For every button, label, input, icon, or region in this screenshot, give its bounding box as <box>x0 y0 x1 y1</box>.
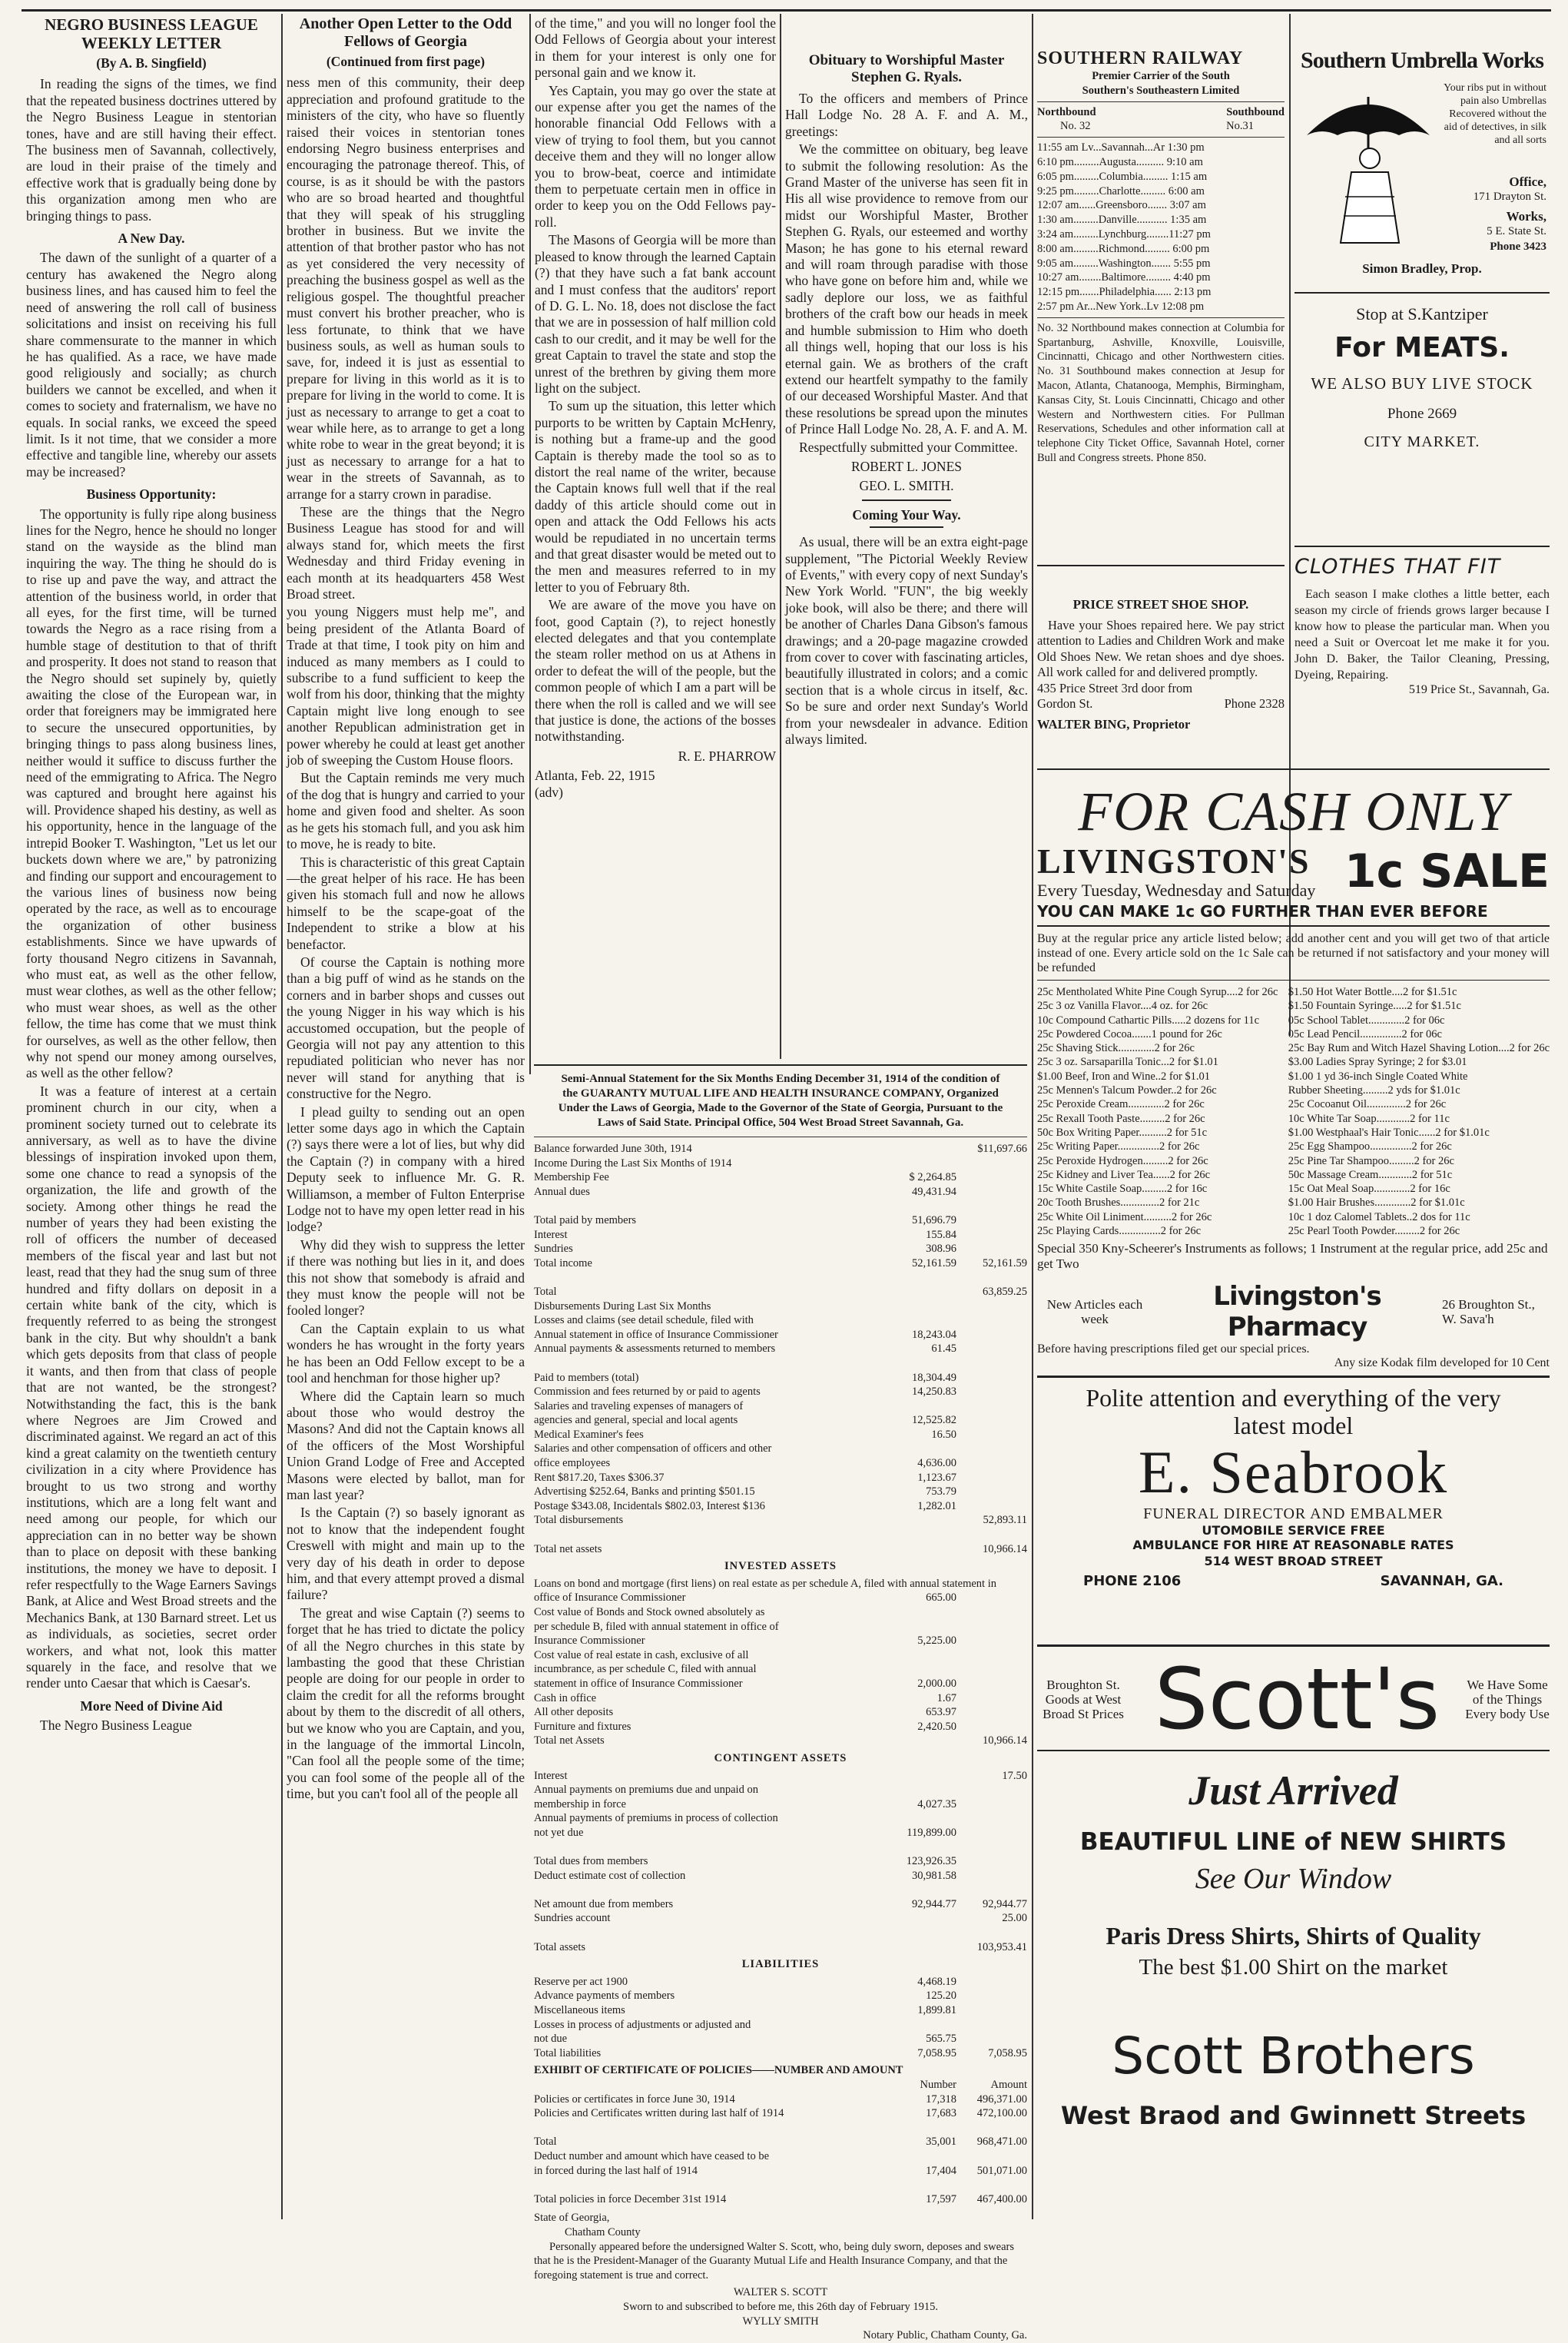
statement-invested <box>534 1577 1027 1748</box>
paragraph: We the committee on obituary, beg leave to submit the following resolution: As the Grand Master of the universe has seen fit in His all wise providence to remove from our midst our Worshipful Master, Brother Stephen G. Ryals, our esteemed and worthy Mason; he has gone to his eternal reward and will roam through paradise with those who have gone on before him and, while we sadly deplore our loss, we as faithful brothers of the craft bow our heads in meek and humble submission to Him who doeth all things well, hoping that our loss is his eternal gain. We as brothers of the craft extend our heartfelt sympathy to the family of our deceased Worshipful Master. And that these resolutions be spread upon the minutes of Prince Hall Lodge No. 28, A. F. and A. M. <box>785 141 1028 437</box>
timetable-row: 11:55 am Lv...Savannah...Ar 1:30 pm <box>1037 141 1205 154</box>
sale-item: 15c White Castile Soap.........2 for 16c <box>1037 1183 1208 1196</box>
sale-item: $1.00 1 yd 36-inch Single Coated White <box>1288 1070 1468 1083</box>
timetable-row: 2:57 pm Ar...New York..Lv 12:08 pm <box>1037 300 1205 313</box>
paragraph: These are the things that the Negro Business League has stood for and will always stand for, which meets the first Wednesday and third Friday evening in each month at its headquarters 458 West Broad street. <box>287 503 525 602</box>
statement-row: Membership Fee $ 2,264.85 <box>534 1171 956 1184</box>
sale-item: $1.00 Beef, Iron and Wine..2 for $1.01 <box>1037 1070 1211 1083</box>
statement-row: Total income 52,161.59 52,161.59 <box>534 1256 1027 1269</box>
statement-row: Disbursements During Last Six Months <box>534 1299 711 1313</box>
scott-brothers-ad: Broughton St. Goods at West Broad St Prices Scott's We Have Some of the Things Every body Use Just Arrived BEAUTIFUL LINE of NEW SHIRTS See Our Window Paris Dress Shirts, Shirts of Quality The best $1.00 Shirt on the market Scott Brothers West Braod and Gwinnett Streets <box>1037 1644 1550 2219</box>
sale-item: 25c Bay Rum and Witch Hazel Shaving Lotion....2 for 26c <box>1288 1042 1550 1055</box>
shoe-title: PRICE STREET SHOE SHOP. <box>1072 597 1249 612</box>
statement-exhibit <box>534 2092 1027 2207</box>
state-line: State of Georgia, <box>534 2212 610 2225</box>
statement-contingent <box>534 1769 1027 1955</box>
statement-row: Interest 17.50 <box>534 1769 1027 1782</box>
sale-item: 05c Lead Pencil...............2 for 06c <box>1288 1027 1442 1040</box>
statement-row: Total disbursements 52,893.11 <box>534 1514 1027 1527</box>
paragraph: I plead guilty to sending out an open letter some days ago in which the Captain (?) says there were a lot of lies, but why did the Captain (?) in company with a hired Deputy seek to influence Mr. G. R. Williamson, a member of Fulton Enterprise Lodge not to have my open letter read in his lodge? <box>287 1103 525 1235</box>
obituary-column <box>785 52 1028 1044</box>
sale-item: 25c 3 oz Vanilla Flavor....4 oz. for 26c <box>1037 1000 1208 1013</box>
section-heading: INVESTED ASSETS <box>724 1560 837 1573</box>
paragraph: We are aware of the move you have on foot, good Captain (?), to reject honestly elected delegates and that you contemplate the steam roller method on us at Athens in order to defeat the will of the people, but the common people of which I am a part will be there when the roll is called and we will see that justice is done, the actions of the bosses notwithstanding. <box>535 597 776 745</box>
umbrella-title: Southern Umbrella Works <box>1301 48 1543 73</box>
funeral-ad: Polite attention and everything of the very latest model E. Seabrook FUNERAL DIRECTOR AND EMBALMER UTOMOBILE SERVICE FREE AMBULANCE FOR HIRE AT REASONABLE RATES 514 WEST BROAD STREET PHONE 2106 SAVANNAH, GA. <box>1037 1376 1550 1639</box>
statement-row: Advertising $252.64, Banks and printing $501.15 753.79 <box>534 1485 956 1498</box>
paragraph: It was a feature of interest at a certain prominent church in our city, when a prominent society turned out to celebrate its anniversary, as well as to have the divine blessings of inspiration invoked upon them, some one chance to read a synopsis of the organization, the life and growth of the society. Among other things he read the number of years they had been existing the roll of officers the number of deceased members of the fiscal year and last but not least, read that they had the snug sum of three hundred and fifty dollars on deposit in a certain white bank of the city, which is frequently referred to as being the strongest bank in the city. But why shouldn't a bank which gets deposits from that class of people it wants, and then from that class of people that are not wanted, be the strongest? Notwithstanding the fact, this is the bank where Negroes are Jim Crowed and discriminated against. We regard an act of this kind a great calamity on the twentieth century civilization in a city where Providence has brought to us two strong and worthy institutions, which are a long felt want and need among our people, for which our appreciation can in no better way be shown than to place on deposit with these banking institutions, the money we have to deposit. I refer respectfully to the Wage Earners Savings Bank, at Alice and West Broad streets and the Mechanics Bank, at 130 Barnard street. Let us as individuals, as societies, secret order workers, and what not, look this matter squarely in the face, and resolve that we render unto Caesar that which is Caesar's. <box>26 1083 277 1691</box>
statement-row <box>534 1883 1027 1897</box>
statement-row: Paid to members (total) 18,304.49 <box>534 1371 956 1384</box>
county-line: Chatham County <box>565 2225 641 2238</box>
open-letter-column <box>287 15 525 2217</box>
statement-row: All other deposits 653.97 <box>534 1706 956 1719</box>
sale-item: $3.00 Ladies Spray Syringe; 2 for $3.01 <box>1288 1056 1467 1069</box>
umbrella-figure-icon <box>1299 81 1437 251</box>
statement-row: not due 565.75 <box>534 2033 956 2046</box>
statement-row: Total 35,001 968,471.00 <box>534 2136 1027 2149</box>
statement-row <box>534 2121 1027 2136</box>
section-heading: Business Opportunity: <box>86 486 217 503</box>
adv-note: (adv) <box>535 784 563 800</box>
sale-item: $1.00 Hair Brushes.............2 for $1.01c <box>1288 1196 1465 1210</box>
sale-item: 25c Kidney and Liver Tea......2 for 26c <box>1037 1168 1211 1181</box>
sale-item: 25c Shaving Stick.............2 for 26c <box>1037 1042 1195 1055</box>
column-rule <box>281 14 283 2219</box>
article-title: Obituary to Worshipful Master Stephen G. Ryals. <box>808 52 1005 85</box>
statement-row <box>534 1199 1027 1213</box>
sale-item: 15c Oat Meal Soap.............2 for 16c <box>1288 1183 1450 1196</box>
statement-row: Annual payments & assessments returned to members 61.45 <box>534 1342 956 1356</box>
paragraph: To the officers and members of Prince Hall Lodge No. 28 A. F. and A. M., greetings: <box>785 91 1028 139</box>
paragraph: As usual, there will be an extra eight-page supplement, "The Pictorial Weekly Review of Events," with every copy of next Sunday's New York World. "FUN", the big weekly joke book, will also be there; and there will be another of Charles Dana Gibson's famous drawings; and a 20-page magazine crowded from cover to cover with fascinating articles, beautifully illustrated in colors; and a comic section that is a whole circus in itself, &c. So be sure and order next Sunday's World from your newsdealer in advance. Edition always limited. <box>785 534 1028 748</box>
statement-row: Annual dues 49,431.94 <box>534 1185 956 1198</box>
column-rule <box>529 14 531 1074</box>
statement-row: Total assets 103,953.41 <box>534 1940 1027 1953</box>
statement-liabilities <box>534 1975 1027 2061</box>
sale-item: 25c Rexall Tooth Paste.........2 for 26c <box>1037 1112 1205 1125</box>
sale-item: Rubber Sheeting.........2 yds for $1.01c <box>1288 1084 1460 1097</box>
timetable-row: 6:05 pm.........Columbia......... 1:15 am <box>1037 170 1208 183</box>
sale-item: 25c Writing Paper...............2 for 26c <box>1037 1140 1200 1153</box>
statement-row: office of Insurance Commissioner 665.00 <box>534 1591 956 1605</box>
statement-row: statement in office of Insurance Commissioner 2,000.00 <box>534 1677 956 1690</box>
statement-row: incumbrance, as per schedule C, filed with annual <box>534 1663 757 1676</box>
paragraph: Can the Captain explain to us what wonders he has wrought in the forty years he has been an Odd Fellow except to be a tool and henchman for those higher up? <box>287 1320 525 1386</box>
paragraph: of the time," and you will no longer fool the Odd Fellows of Georgia about your interest in them for your interest is only one for personal gain and we know it. <box>535 15 776 81</box>
statement-income <box>534 1142 1027 1556</box>
sale-item: 25c Playing Cards...............2 for 26c <box>1037 1225 1202 1238</box>
statement-row <box>534 1926 1027 1940</box>
sale-item: 10c 1 doz Calomel Tablets..2 dos for 11c <box>1288 1210 1470 1223</box>
article-title: Another Open Letter to the Odd Fellows of Georgia <box>299 15 512 50</box>
statement-row: Salaries and other compensation of officers and other <box>534 1442 772 1455</box>
byline: (By A. B. Singfield) <box>96 55 207 71</box>
statement-row: Postage $343.08, Incidentals $802.03, Interest $136 1,282.01 <box>534 1499 956 1512</box>
timetable-row: 12:07 am......Greensboro....... 3:07 am <box>1037 199 1206 212</box>
sale-item: 10c Compound Cathartic Pills.....2 dozens for 11c <box>1037 1014 1260 1027</box>
sale-item: $1.00 Westphaal's Hair Tonic......2 for $1.01c <box>1288 1126 1490 1139</box>
statement-row: Total 63,859.25 <box>534 1285 1027 1298</box>
statement-row: Total net assets 10,966.14 <box>534 1542 1027 1555</box>
sale-item: 25c Peroxide Hydrogen.........2 for 26c <box>1037 1154 1208 1167</box>
statement-row: Medical Examiner's fees 16.50 <box>534 1428 956 1441</box>
statement-row: Sundries account 25.00 <box>534 1912 1027 1925</box>
sale-item: $1.50 Fountain Syringe.....2 for $1.51c <box>1288 1000 1461 1013</box>
sale-item: 25c Pine Tar Shampoo.........2 for 26c <box>1288 1154 1454 1167</box>
paragraph: The great and wise Captain (?) seems to forget that he has tried to dictate the policy of all the Negro churches in this state by lambasting the good that these Christian people are doing for our people in order to claim the credit for all the reforms brought about by them to the discredit of all others, but we know who you are Captain, and you, in the language of the immortal Lincoln, "Can fool all the people some of the time; you can fool some of the people all of the time, but you can't fool all of the people all <box>287 1605 525 1802</box>
timetable-row: 3:24 am.........Lynchburg........11:27 pm <box>1037 227 1211 241</box>
paragraph: you young Niggers must help me", and being president of the Atlanta Board of Trade at that time, I took pity on him and induced as many members as I could to subscribe to a fund sufficient to keep the wolf from his door, thinking that the mighty Captain might live long enough to see another Republican administration get in power whereby he could at least get another job of sweeping the Custom House floors. <box>287 604 525 768</box>
affidavit: Personally appeared before the undersigned Walter S. Scott, who, being duly sworn, deposes and swears that he is the President-Manager of the Guaranty Mutual Life and Health Insurance Company, and that the foregoing statement is true and correct. <box>534 2240 1014 2282</box>
paragraph: This is characteristic of this great Captain—the great helper of his race. He has been given his stomach full and now he allows himself to be the scape-goat of the Independent to strike a blow at his benefactor. <box>287 854 525 952</box>
sale-item: 25c Egg Shampoo...............2 for 26c <box>1288 1140 1452 1153</box>
statement-row: Interest 155.84 <box>534 1228 956 1241</box>
statement-row: Cost value of Bonds and Stock owned absolutely as <box>534 1606 765 1618</box>
paragraph: The dawn of the sunlight of a quarter of a century has awakened the Negro along business lines, and has caused him to feel the need of answering the roll call of business solicitations and insist on receiving his full share commensurate to the manner in which he has qualified. As a race, we have made good religiously and socially; as church builders we cannot be excelled, and when it comes to society and fraternalism, we have no equals. In social ranks, we exceed the speed limit. Is it not time, that we consider a more effective and tangible line, whereby our assets may be increased? <box>26 250 277 480</box>
sale-item: $1.50 Hot Water Bottle....2 for $1.51c <box>1288 986 1457 998</box>
signature: GEO. L. SMITH. <box>859 478 954 494</box>
statement-row: Policies and Certificates written during last half of 1914 17,683 472,100.00 <box>534 2107 1027 2120</box>
statement-row: Annual payments on premiums due and unpaid on <box>534 1784 758 1797</box>
statement-row: per schedule B, filed with annual statement in office of <box>534 1620 779 1633</box>
umbrella-ad: Southern Umbrella Works Your ribs put in without pain also Umbrellas Recovered without the aid of detectives, in silk and all sorts Office, 171 Drayton St. Works, 5 E. State St. Phone 3423 Simon Bradley, Prop. <box>1295 48 1550 282</box>
section-heading: More Need of Divine Aid <box>80 1698 223 1714</box>
timetable-row: 12:15 pm.......Philadelphia...... 2:13 pm <box>1037 286 1212 299</box>
paragraph: ness men of this community, their deep appreciation and profound gratitude to the ministers of the city, who have so fluently raised their voices in stentorian tones endorsing Negro business enterprises and encouraging the patronage thereof. This, of course, is as it should be with the pastors who are so broad hearted and thoughtful that they will speak of his struggling brother in business. But we invite the attention of that brother pastor who has not as yet considered the very necessity of preaching the business gospel as well as the religious gospel. The thoughtful preacher must convert his brother preacher, who is less fortunate, to think that we have business souls, as well as human souls to save, for, indeed it is just as essential to prepare for living in this world as it is to prepare for living in the world to come. It is just as necessary to arrange to get a coat to wear while here, as to arrange to get a long white robe to wear in the great beyond; it is just as necessary to arrange for a hat to wear in the streets of Savannah, as to arrange for a starry crown in paradise. <box>287 75 525 502</box>
column-rule <box>1032 14 1033 2219</box>
section-heading: LIABILITIES <box>741 1958 820 1971</box>
open-letter-continued <box>535 15 776 1041</box>
statement-row: Total paid by members 51,696.79 <box>534 1213 956 1226</box>
sale-item: 25c 3 oz. Sarsaparilla Tonic...2 for $1.01 <box>1037 1056 1218 1069</box>
statement-row: Commission and fees returned by or paid to agents 14,250.83 <box>534 1386 956 1399</box>
insurance-statement: Semi-Annual Statement for the Six Months Ending December 31, 1914 of the condition of the GUARANTY MUTUAL LIFE AND HEALTH INSURANCE COMPANY, Organized Under the Laws of Georgia, Made to the Governor of the State of Georgia, Pursuant to the Laws of Said State. Principal Office, 504 West Broad Street Savannah, Ga. Balance forwarded June 30th, 1914 $11,697.66 Income During the Last Six Months of 1914 Membership Fee $ 2,264.85 Annual dues 49,431.94 Total paid by members 51,696.79 Interest 155.84 Sundries 308.96 Total income 52,161.59 52,161.59 Total 63,859.25 Disbursements During Last Six Months Losses and claims (see detail schedule, filed with Annual statement in office of Insurance Commissioner 18,243.04 Annual payments & assessments returned to members 61.45 Paid to members (total) 18,304.49 Commission and fees returned by or paid to agents 14,250.83 Salaries and traveling expenses of managers of agencies and general, special and local agents 12,525.82 Medical Examiner's fees 16.50 Salaries and other compensation of officers and other office employees 4,636.00 Rent $817.20, Taxes $306.37 1,123.67 Advertising $252.64, Banks and printing $501.15 753.79 Postage $343.08, Incidentals $802.03, Interest $136 1,282.01 Total disbursements 52,893.11 Total net assets 10,966.14 INVESTED ASSETS Loans on bond and mortgage (first liens) on real estate as per schedule A, filed with annual statement in office of Insurance Commissioner 665.00 Cost value of Bonds and Stock owned absolutely as per schedule B, filed with annual statement in office of Insurance Commissioner 5,225.00 Cost value of real estate in cash, exclusive of all incumbrance, as per schedule C, filed with annual statement in office of Insurance Commissioner 2,000.00 Cash in office 1.67 All other deposits 653.97 Furniture and fixtures 2,420.50 Total net Assets 10,966.14 CONTINGENT ASSETS Interest 17.50 Annual payments on premiums due and unpaid on membership in force 4,027.35 Annual payments of premiums in process of collection not yet due 119,899.00 Total dues from members 123,926.35 Deduct estimate cost of collection 30,981.58 Net amount due from members 92,944.77 92,944.77 Sundries account 25.00 Total assets 103,953.41 LIABILITIES Reserve per act 1900 4,468.19 Advance payments of members 125.20 Miscellaneous items 1,899.81 Losses in process of adjustments or adjusted and not due 565.75 Total liabilities 7,058.95 7,058.95 EXHIBIT OF CERTIFICATE OF POLICIES——NUMBER AND AMOUNT Number Amount Policies or certificates in force June 30, 1914 17,318 496,371.00 Policies and Certificates written during last half of 1914 17,683 472,100.00 Total 35,001 968,471.00 Deduct number and amount which have ceased to be in forced during the last half of 1914 17,404 501,071.00 Total policies in force December 31st 1914 17,597 467,400.00 State of Georgia, Chatham County Personally appeared before the undersigned Walter S. Scott, who, being duly sworn, deposes and swears that he is the President-Manager of the Guaranty Mutual Life and Health Insurance Company, and that the foregoing statement is true and correct. WALTER S. SCOTT Sworn to and subscribed to before me, this 26th day of February 1915. WYLLY SMITH Notary Public, Chatham County, Ga. <box>534 1064 1027 2225</box>
paragraph: Is the Captain (?) so basely ignorant as not to know that the independent fought Creswell with might and main up to the very day of his death in order to depose him, and that every attempt proved a dismal failure? <box>287 1505 525 1603</box>
statement-row: Miscellaneous items 1,899.81 <box>534 2004 956 2017</box>
livingston-ad: FOR CASH ONLY LIVINGSTON'S Every Tuesday, Wednesday and Saturday 1c SALE YOU CAN MAKE 1c GO FURTHER THAN EVER BEFORE Buy at the regular price any article listed below; add another cent and you will get two of that article instead of one. Every article sold on the 1c Sale can be returned if not satisfactory and your money will be refunded 25c Mentholated White Pine Cough Syrup....2 for 26c $1.50 Hot Water Bottle....2 for $1.51c 25c 3 oz Vanilla Flavor....4 oz. for 26c $1.50 Fountain Syringe.....2 for $1.51c 10c Compound Cathartic Pills.....2 dozens for 11c 05c School Tablet.............2 for 06c 25c Powdered Cocoa.......1 pound for 26c 05c Lead Pencil...............2 for 06c 25c Shaving Stick.............2 for 26c 25c Bay Rum and Witch Hazel Shaving Lotion....2 for 26c 25c 3 oz. Sarsaparilla Tonic...2 for $1.01 $3.00 Ladies Spray Syringe; 2 for $3.01 $1.00 Beef, Iron and Wine..2 for $1.01 $1.00 1 yd 36-inch Single Coated White 25c Mennen's Talcum Powder..2 for 26c Rubber Sheeting.........2 yds for $1.01c 25c Peroxide Cream.............2 for 26c 25c Cocoanut Oil..............2 for 26c 25c Rexall Tooth Paste.........2 for 26c 10c White Tar Soap............2 for 11c 50c Box Writing Paper..........2 for 51c $1.00 Westphaal's Hair Tonic......2 for $1.01c 25c Writing Paper...............2 for 26c 25c Egg Shampoo...............2 for 26c 25c Peroxide Hydrogen.........2 for 26c 25c Pine Tar Shampoo.........2 for 26c 25c Kidney and Liver Tea......2 for 26c 50c Massage Cream............2 for 51c 15c White Castile Soap.........2 for 16c 15c Oat Meal Soap.............2 for 16c 20c Tooth Brushes..............2 for 21c $1.00 Hair Brushes.............2 for $1.01c 25c White Oil Liniment..........2 for 26c 10c 1 doz Calomel Tablets..2 dos for 11c 25c Playing Cards...............2 for 26c 25c Pearl Tooth Powder.........2 for 26c Special 350 Kny-Scheerer's Instruments as follows; 1 Instrument at the regular price, add 25c and get Two New Articles each week Livingston's Pharmacy 26 Broughton St., W. Sava'h Before having prescriptions filed get our special prices. Any size Kodak film developed for 10 Cent <box>1037 768 1550 1369</box>
sale-items <box>1037 985 1550 1238</box>
statement-row: Total liabilities 7,058.95 7,058.95 <box>534 2046 1027 2059</box>
statement-row: Balance forwarded June 30th, 1914 $11,697.66 <box>534 1143 1027 1155</box>
statement-row: Cash in office 1.67 <box>534 1691 956 1704</box>
sale-item: 50c Box Writing Paper..........2 for 51c <box>1037 1126 1208 1139</box>
statement-row: Total dues from members 123,926.35 <box>534 1855 956 1868</box>
section-heading: Coming Your Way. <box>852 506 961 523</box>
section-heading: EXHIBIT OF CERTIFICATE OF POLICIES——NUMBER AND AMOUNT <box>534 2064 903 2077</box>
statement-row: Salaries and traveling expenses of managers of <box>534 1399 744 1412</box>
paragraph: Respectfully submitted your Committee. <box>799 439 1018 455</box>
statement-row: Loans on bond and mortgage (first liens) on real estate as per schedule A, filed with annual statement in <box>534 1577 996 1590</box>
shoe-shop-ad: PRICE STREET SHOE SHOP. Have your Shoes repaired here. We pay strict attention to Ladies and Children Work and make Old Shoes New. We retan shoes and dye shoes. All work called for and delivered promptly. 435 Price Street 3rd door from Gordon St. Phone 2328 WALTER BING, Proprietor <box>1037 565 1285 797</box>
statement-row <box>534 2178 1027 2192</box>
tailor-ad: CLOTHES THAT FIT Each season I make clothes a little better, each season my circle of friends grows larger because I know how to please the particular man. When you need a Suit or Overcoat let me make it for you. John D. Baker, the Tailor Cleaning, Pressing, Dyeing, Repairing. 519 Price St., Savannah, Ga. <box>1295 546 1550 762</box>
statement-row: Advance payments of members 125.20 <box>534 1990 956 2003</box>
statement-row <box>534 1270 1027 1285</box>
signature: WALTER S. SCOTT <box>733 2286 828 2299</box>
statement-row: Policies or certificates in force June 30, 1914 17,318 496,371.00 <box>534 2092 1027 2106</box>
statement-row: Net amount due from members 92,944.77 92,944.77 <box>534 1897 1027 1910</box>
timetable-row: 8:00 am.........Richmond......... 6:00 pm <box>1037 242 1210 255</box>
statement-row: membership in force 4,027.35 <box>534 1797 956 1810</box>
timetable-row: 9:25 pm.........Charlotte......... 6:00 am <box>1037 184 1205 197</box>
notary-title: Notary Public, Chatham County, Ga. <box>863 2329 1027 2342</box>
sale-item: 25c Powdered Cocoa.......1 pound for 26c <box>1037 1027 1222 1040</box>
sale-item: 25c White Oil Liniment..........2 for 26c <box>1037 1210 1212 1223</box>
timetable-row: 1:30 am.........Danville........... 1:35 am <box>1037 214 1207 227</box>
statement-row: Rent $817.20, Taxes $306.37 1,123.67 <box>534 1471 956 1484</box>
paragraph: Of course the Captain is nothing more than a big puff of wind as he stands on the corners and in barber shops and cusses out the young Nigger in his way which is his accustomed occupation, but the people of Georgia will not pay any attention to this repudiated politician who never has nor never will stand for anything that is constructive for the Negro. <box>287 954 525 1102</box>
statement-row: Cost value of real estate in cash, exclusive of all <box>534 1648 749 1661</box>
statement-row <box>534 1840 1027 1855</box>
section-heading: A New Day. <box>118 231 185 247</box>
statement-row: Insurance Commissioner 5,225.00 <box>534 1634 956 1648</box>
statement-row <box>534 1528 1027 1542</box>
paragraph: But the Captain reminds me very much of the dog that is hungry and carried to your home and given food and shelter. As soon as he gets his stomach full, and you ask him to move, he is ready to bite. <box>287 770 525 852</box>
paragraph: The Masons of Georgia will be more than pleased to know through the learned Captain (?) that they have such a fat bank account and I must confess that the auditors' report of D. G. L. No. 18, does not disclose the fact that we are in possession of half million cold cash to our credit, and it may be well for the great Captain to travel the state and stop the unrest of the brethren by giving them more light on the subject. <box>535 232 776 396</box>
timetable-row: 6:10 pm.........Augusta.......... 9:10 am <box>1037 155 1203 168</box>
notary-name: WYLLY SMITH <box>742 2315 819 2328</box>
statement-row: Sundries 308.96 <box>534 1243 956 1256</box>
sale-item: 25c Mentholated White Pine Cough Syrup....2 for 26c <box>1037 986 1278 998</box>
continued-note: (Continued from first page) <box>326 54 486 69</box>
statement-title: Semi-Annual Statement for the Six Months Ending December 31, 1914 of the condition of the GUARANTY MUTUAL LIFE AND HEALTH INSURANCE COMPANY, Organized Under the Laws of Georgia, Made to the Governor of the State of Georgia, Pursuant to the Laws of Said State. Principal Office, 504 West Broad Street Savannah, Ga. <box>558 1073 1003 1129</box>
top-rule <box>22 9 1551 12</box>
statement-row: Annual payments of premiums in process of collection <box>534 1812 778 1825</box>
railway-ad: SOUTHERN RAILWAY Premier Carrier of the South Southern's Southeastern Limited Northbound Southbound No. 32 No.31 11:55 am Lv...Savannah...Ar 1:30 pm 6:10 pm.........Augusta.......... 9:10 am 6:05 pm.........Columbia......... 1:15 am 9:25 pm.........Charlotte......... 6:00 am 12:07 am......Greensboro....... 3:07 am 1:30 am.........Danville........... 1:35 am 3:24 am.........Lynchburg........11:27 pm 8:00 am.........Richmond......... 6:00 pm 9:05 am.........Washington....... 5:55 pm 10:27 am........Baltimore......... 4:40 pm 12:15 pm.......Philadelphia...... 2:13 pm 2:57 pm Ar...New York..Lv 12:08 pm No. 32 Northbound makes connection at Columbia for Spartanburg, Ashville, Knoxville, Louisville, Cincinnatti, Chicago and other Northwestern cities. No. 31 Southbound makes connection at Jesup for Macon, Atlanta, Chatanooga, Memphis, Birmingham, Kansas City, St. Louis Cincinnatti, Chicago and other Western and Northwestern cities. For Pullman Reservations, Schedules and other information call at telephone City Ticket Office, Savannah Hotel, corner Bull and Congress streets. Phone 850. <box>1037 48 1285 464</box>
railway-title: SOUTHERN RAILWAY <box>1037 48 1244 68</box>
timetable-row: 9:05 am.........Washington....... 5:55 pm <box>1037 257 1211 270</box>
paragraph: The Negro Business League <box>40 1717 192 1734</box>
signature: R. E. PHARROW <box>678 748 776 764</box>
paragraph: Yes Captain, you may go over the state at our expense after you get the names of the honorable financial Odd Fellows with a view of trying to fool them, but you cannot deceive them and they will no longer allow you to brow-beat, coerce and intimidate them to perpetuate certain men in office in order to keep you on the Odd Fellows pay-roll. <box>535 82 776 230</box>
statement-row: Income During the Last Six Months of 1914 <box>534 1157 732 1170</box>
sale-item: 25c Cocoanut Oil..............2 for 26c <box>1288 1098 1447 1111</box>
statement-row: Losses and claims (see detail schedule, filed with <box>534 1314 754 1327</box>
dateline: Atlanta, Feb. 22, 1915 <box>535 768 655 784</box>
meat-market-ad: Stop at S.Kantziper For MEATS. WE ALSO BUY LIVE STOCK Phone 2669 CITY MARKET. <box>1295 292 1550 539</box>
statement-row: not yet due 119,899.00 <box>534 1826 956 1839</box>
timetable <box>1037 141 1285 314</box>
paragraph: Where did the Captain learn so much about those who would destroy the Masons? And did not the Captain knows all of the officers of the Most Worshipful Union Grand Lodge of Free and Accepted Masons were elected by ballot, man for man last year? <box>287 1388 525 1502</box>
sale-item: 25c Peroxide Cream.............2 for 26c <box>1037 1098 1205 1111</box>
business-league-column <box>26 15 277 2217</box>
section-heading: CONTINGENT ASSETS <box>714 1751 847 1764</box>
paragraph: Why did they wish to suppress the letter if there was nothing but lies in it, and does this not show that somebody is afraid and they must know the people will not be fooled longer? <box>287 1236 525 1319</box>
statement-row: Reserve per act 1900 4,468.19 <box>534 1975 956 1988</box>
statement-row <box>534 1356 1027 1371</box>
signature: ROBERT L. JONES <box>851 458 962 474</box>
sale-item: 05c School Tablet.............2 for 06c <box>1288 1014 1445 1027</box>
sworn-line: Sworn to and subscribed to before me, this 26th day of February 1915. <box>623 2300 938 2313</box>
statement-row: agencies and general, special and local agents 12,525.82 <box>534 1414 956 1427</box>
railway-notes: No. 32 Northbound makes connection at Columbia for Spartanburg, Ashville, Knoxville, Louisville, Cincinnatti, Chicago and other Northwestern cities. No. 31 Southbound makes connection at Jesup for Macon, Atlanta, Chatanooga, Memphis, Birmingham, Kansas City, St. Louis Cincinnatti, Chicago and other Western and Northwestern cities. For Pullman Reservations, Schedules and other information call at telephone City Ticket Office, Savannah Hotel, corner Bull and Congress streets. Phone 850. <box>1037 321 1285 464</box>
paragraph: To sum up the situation, this letter which purports to be written by Captain McHenry, is nothing but a frame-up and the good Captain is thereby made the tool so as to distort the real name of the writer, because the Captain knows full well that if the real daddy of this article should come out in open and attack the Odd Fellows his acts would be repudiated in no uncertain terms and that great disaster would be meted out to the men and measures referred to in my letter to you of February 8th. <box>535 398 776 595</box>
statement-row: in forced during the last half of 1914 17,404 501,071.00 <box>534 2164 1027 2177</box>
statement-row: office employees 4,636.00 <box>534 1457 956 1470</box>
column-rule <box>780 14 781 1059</box>
article-title: NEGRO BUSINESS LEAGUE WEEKLY LETTER <box>45 15 258 52</box>
sale-item: 10c White Tar Soap............2 for 11c <box>1288 1112 1450 1125</box>
timetable-row: 10:27 am........Baltimore......... 4:40 pm <box>1037 271 1211 284</box>
statement-row: Total policies in force December 31st 1914 17,597 467,400.00 <box>534 2192 1027 2205</box>
statement-row: Furniture and fixtures 2,420.50 <box>534 1720 956 1733</box>
statement-row: Annual statement in office of Insurance Commissioner 18,243.04 <box>534 1328 956 1341</box>
statement-row: Total net Assets 10,966.14 <box>534 1734 1027 1747</box>
statement-row: Deduct number and amount which have ceased to be <box>534 2149 770 2162</box>
sale-item: 20c Tooth Brushes..............2 for 21c <box>1037 1196 1200 1210</box>
sale-item: 25c Mennen's Talcum Powder..2 for 26c <box>1037 1084 1217 1097</box>
sale-item: 25c Pearl Tooth Powder.........2 for 26c <box>1288 1225 1460 1238</box>
statement-row: Losses in process of adjustments or adjusted and <box>534 2018 751 2031</box>
statement-row: Deduct estimate cost of collection 30,981.58 <box>534 1869 956 1882</box>
paragraph: The opportunity is fully ripe along business lines for the Negro, hence he should no longer stand on the wayside as the blind man inquiring the way. The thing he should do is to rise up and pave the way, and attract the attention of the business world, in order that all eyes, for the first time, will be turned towards the Negro as a race rising from a humble stage of destitution to that of thrift and prosperity. It does not stand to reason that the Negro should set supinely by, quietly awaiting the close of the European war, in order that foreigners may be immigrated here to secure the unsecured opportunities, by bringing things to pass along business lines, neither would it suffice to discuss further the need of the emmigrating to Africa. The Negro was captured and brought here against his will. Providence shaped his destiny, as well as his opportunity, hence in the language of the intrepid Booker T. Washington, "Let us let our buckets down where we are," by patronizing and finding our support and encouragement to the various lines of business now being operated by the race, as well as to encourage the organization of other business establishments. Since we have upwards of forty thousand Negro citizens in Savannah, who must eat, as well as the other fellow, must wear clothes, as well as the other fellow; who must wear shoes, as well as the other fellow, the time has come that we must think for ourselves, as well as the other fellow, then why not spend our money among ourselves, as well as the other fellow? <box>26 506 277 1081</box>
sale-item: 50c Massage Cream............2 for 51c <box>1288 1168 1453 1181</box>
paragraph: In reading the signs of the times, we find that the repeated business doctrines uttered by the Negro Business League in stentorian tones, have and are still having their effect. The business men of Savannah, collectively, are loud in their praise of the timely and effective work that is gradually being done by this organization among men who are bringing things to pass. <box>26 76 277 224</box>
